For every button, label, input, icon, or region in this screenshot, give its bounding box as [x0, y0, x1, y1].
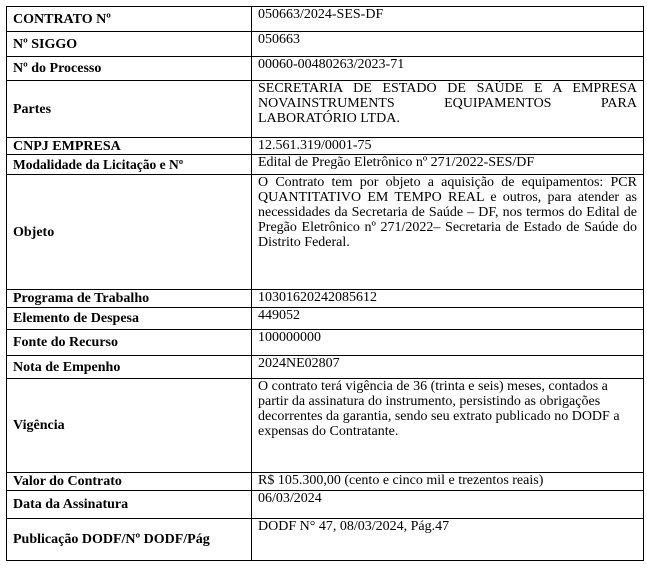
table-row	[7, 308, 644, 330]
row-label-objeto: Objeto	[7, 175, 252, 290]
row-label-fonte: Fonte do Recurso	[7, 330, 252, 356]
row-value-vigencia: O contrato terá vigência de 36 (trinta e seis) meses, contados a partir da assinatura do instrumento, persistindo as obrigações decorrentes da garantia, sendo seu extrato publicado no DODF a expensas do Contratante.	[252, 379, 644, 473]
row-value-fonte: 100000000	[252, 330, 644, 356]
row-label-publicacao: Publicação DODF/Nº DODF/Pág	[7, 519, 252, 561]
row-label-cnpj: CNPJ EMPRESA	[7, 138, 252, 155]
row-value-cnpj: 12.561.319/0001-75	[252, 138, 644, 155]
table-row	[7, 356, 644, 379]
table-row	[7, 330, 644, 356]
contract-extract-table	[6, 6, 644, 561]
row-value-data: 06/03/2024	[252, 491, 644, 519]
row-value-programa: 10301620242085612	[252, 290, 644, 308]
row-label-empenho: Nota de Empenho	[7, 356, 252, 379]
table-row	[7, 7, 644, 32]
row-value-empenho: 2024NE02807	[252, 356, 644, 379]
table-row	[7, 519, 644, 561]
row-value-valor: R$ 105.300,00 (cento e cinco mil e trezentos reais)	[252, 473, 644, 491]
row-value-publicacao: DODF N° 47, 08/03/2024, Pág.47	[252, 519, 644, 561]
row-value-objeto: O Contrato tem por objeto a aquisição de equipamentos: PCR QUANTITATIVO EM TEMPO REAL e outros, para atender as necessidades da Secretaria de Saúde – DF, nos termos do Edital de Pregão Eletrônico nº 271/2022– Secretaria de Estado de Saúde do Distrito Federal.	[252, 175, 644, 290]
row-value-siggo: 050663	[252, 32, 644, 57]
row-label-contrato: CONTRATO Nº	[7, 7, 252, 32]
row-label-partes: Partes	[7, 81, 252, 138]
row-label-elemento: Elemento de Despesa	[7, 308, 252, 330]
table-row	[7, 138, 644, 155]
table-row	[7, 491, 644, 519]
row-value-partes: SECRETARIA DE ESTADO DE SAÚDE E A EMPRESA NOVAINSTRUMENTS EQUIPAMENTOS PARA LABORATÓRIO LTDA.	[252, 81, 644, 138]
row-value-processo: 00060-00480263/2023-71	[252, 57, 644, 81]
table-row	[7, 81, 644, 138]
table-row	[7, 473, 644, 491]
row-label-processo: Nº do Processo	[7, 57, 252, 81]
row-label-programa: Programa de Trabalho	[7, 290, 252, 308]
row-value-elemento: 449052	[252, 308, 644, 330]
table-row	[7, 379, 644, 473]
row-label-valor: Valor do Contrato	[7, 473, 252, 491]
table-row	[7, 57, 644, 81]
table-row	[7, 32, 644, 57]
row-label-modalidade: Modalidade da Licitação e Nº	[7, 155, 252, 175]
row-value-modalidade: Edital de Pregão Eletrônico nº 271/2022-SES/DF	[252, 155, 644, 175]
row-label-data: Data da Assinatura	[7, 491, 252, 519]
row-value-contrato: 050663/2024-SES-DF	[252, 7, 644, 32]
row-label-vigencia: Vigência	[7, 379, 252, 473]
table-row	[7, 155, 644, 175]
row-label-siggo: Nº SIGGO	[7, 32, 252, 57]
table-row	[7, 290, 644, 308]
table-row	[7, 175, 644, 290]
